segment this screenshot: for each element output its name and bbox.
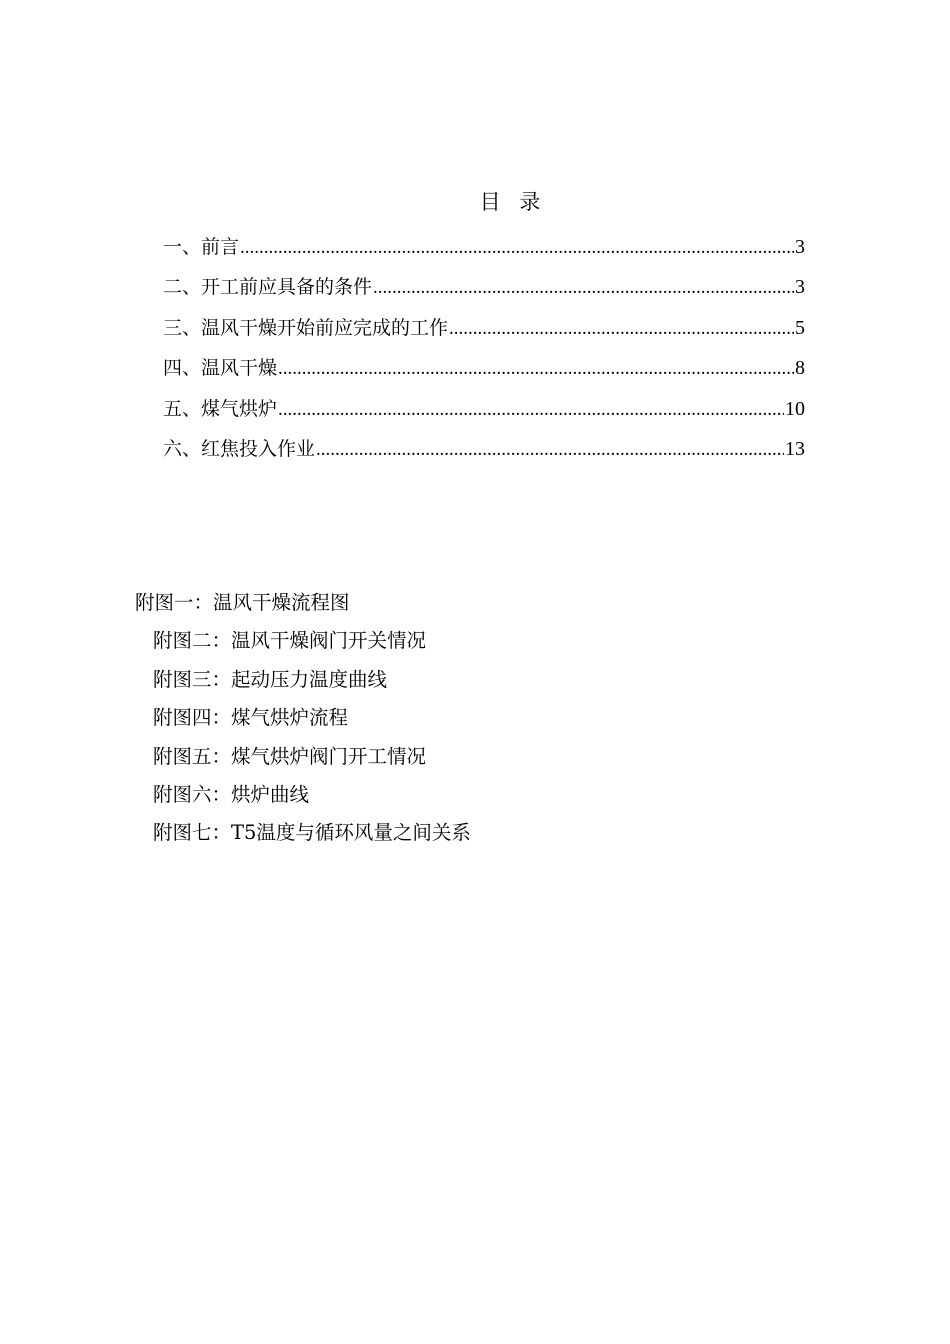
toc-leader-dots xyxy=(373,268,794,308)
toc-entry-page: 3 xyxy=(795,236,805,258)
toc-leader-dots xyxy=(278,390,784,430)
toc-leader-dots xyxy=(449,309,794,349)
toc-entry-6[interactable] xyxy=(163,429,805,469)
toc-entry-label: 一、前言 xyxy=(163,236,240,258)
appendix-item-3: 附图三：起动压力温度曲线 xyxy=(153,667,388,691)
appendix-item-5: 附图五：煤气烘炉阀门开工情况 xyxy=(153,744,427,768)
toc-leader-dots xyxy=(316,430,784,470)
toc-entry-4[interactable] xyxy=(163,348,805,388)
toc-entry-5[interactable] xyxy=(163,389,805,429)
toc-entry-label: 六、红焦投入作业 xyxy=(163,437,316,460)
toc-entry-label: 五、煤气烘炉 xyxy=(163,397,278,420)
toc-entry-page: 3 xyxy=(795,276,805,299)
toc-entry-label: 四、温风干燥 xyxy=(163,357,278,380)
toc-entry-page: 5 xyxy=(795,316,805,339)
appendix-item-6: 附图六：烘炉曲线 xyxy=(153,782,310,806)
table-of-contents xyxy=(163,227,805,469)
toc-entry-1[interactable] xyxy=(163,227,805,267)
toc-entry-page: 13 xyxy=(785,437,805,460)
appendix-item-1: 附图一：温风干燥流程图 xyxy=(135,591,350,614)
toc-entry-2[interactable] xyxy=(163,267,805,307)
toc-entry-label: 三、温风干燥开始前应完成的工作 xyxy=(163,316,449,339)
toc-title: 目 录 xyxy=(479,190,547,214)
toc-leader-dots xyxy=(240,228,794,268)
toc-entry-page: 10 xyxy=(785,397,805,420)
toc-leader-dots xyxy=(278,349,794,389)
appendix-item-2: 附图二：温风干燥阀门开关情况 xyxy=(153,629,427,653)
appendix-item-7: 附图七：T5温度与循环风量之间关系 xyxy=(153,821,471,845)
toc-entry-label: 二、开工前应具备的条件 xyxy=(163,276,373,299)
toc-entry-3[interactable] xyxy=(163,308,805,348)
toc-entry-page: 8 xyxy=(795,357,805,380)
appendix-item-4: 附图四：煤气烘炉流程 xyxy=(153,706,349,730)
appendix-figure-list xyxy=(135,584,471,853)
